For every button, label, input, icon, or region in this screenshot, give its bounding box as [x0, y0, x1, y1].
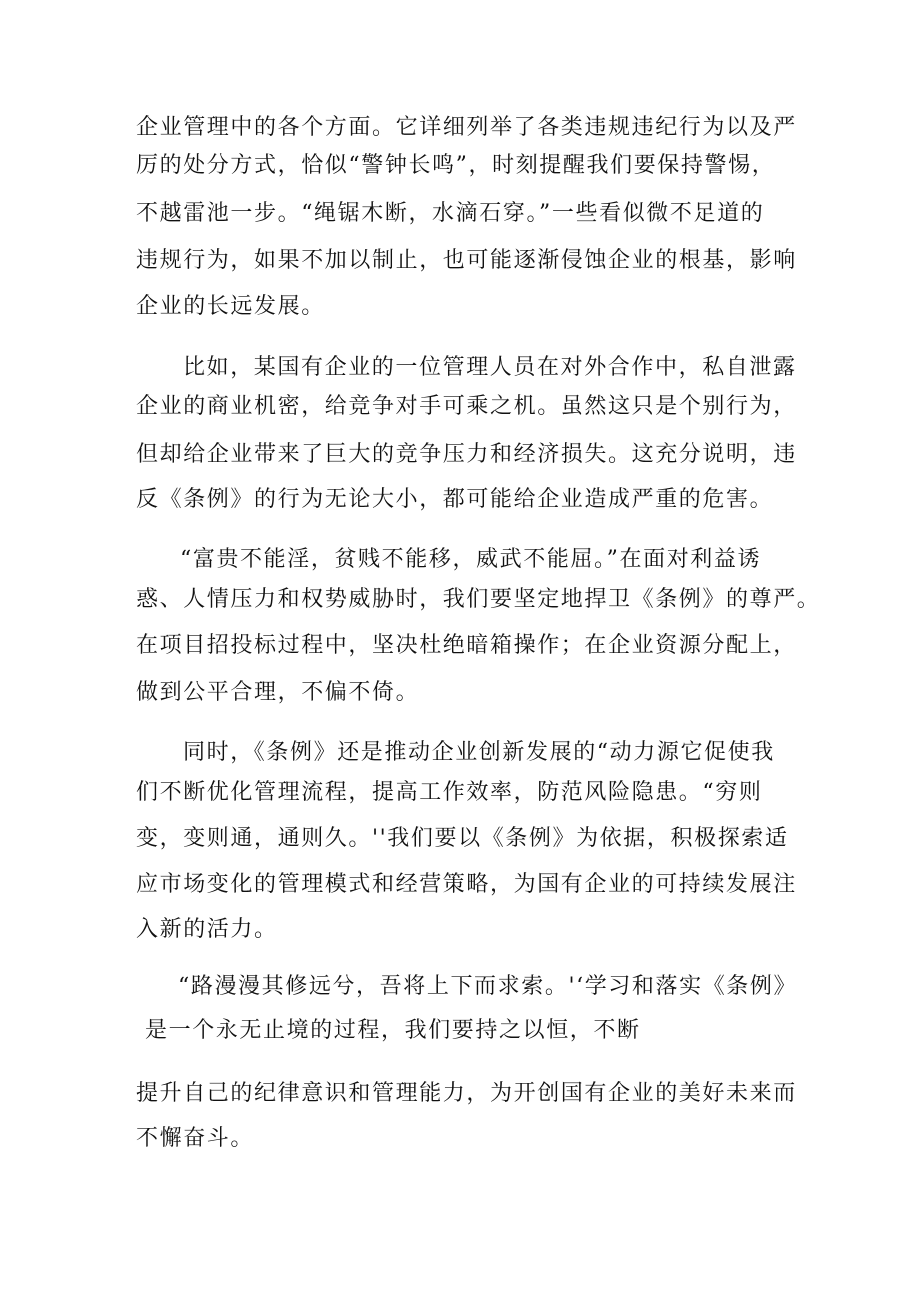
paragraph-2-line-1: 比如，某国有企业的一位管理人员在对外合作中，私自泄露 — [183, 355, 797, 380]
paragraph-2-line-2: 企业的商业机密，给竞争对手可乘之机。虽然这只是个别行为， — [136, 394, 797, 419]
paragraph-4-line-1: 同时，《条例》还是推动企业创新发展的“动力源它促使我 — [183, 740, 775, 765]
paragraph-4-line-5: 入新的活力。 — [136, 917, 278, 942]
paragraph-4-line-2: 们不断优化管理流程，提高工作效率，防范风险隐患。“穷则 — [136, 780, 763, 805]
paragraph-2-line-4: 反《条例》的行为无论大小，都可能给企业造成严重的危害。 — [136, 487, 774, 512]
paragraph-1-line-4: 违规行为，如果不加以制止，也可能逐渐侵蚀企业的根基，影响 — [136, 248, 797, 273]
paragraph-5-line-4: 不懈奋斗。 — [136, 1126, 255, 1151]
paragraph-1-line-5: 企业的长远发展。 — [136, 294, 325, 319]
paragraph-1-line-2: 厉的处分方式，恰似“警钟长鸣”，时刻提醒我们要保持警惕， — [136, 153, 776, 178]
paragraph-3-line-2: 惑、人情压力和权势威胁时，我们要坚定地捍卫《条例》的尊严。 — [136, 587, 821, 612]
paragraph-3-line-3: 在项目招投标过程中，坚决杜绝暗箱操作；在企业资源分配上， — [136, 633, 797, 658]
paragraph-5-line-2: 是一个永无止境的过程，我们要持之以恒，不断 — [145, 1018, 641, 1043]
paragraph-4-line-4: 应市场变化的管理模式和经营策略，为国有企业的可持续发展注 — [136, 872, 797, 897]
paragraph-3-line-1: “富贵不能淫，贫贱不能移，威武不能屈。”在面对利益诱 — [180, 547, 762, 572]
paragraph-1-line-3: 不越雷池一步。“绳锯木断，水滴石穿。”一些看似微不足道的 — [136, 201, 765, 226]
paragraph-1-line-1: 企业管理中的各个方面。它详细列举了各类违规违纪行为以及严 — [136, 115, 797, 140]
paragraph-5-line-3: 提升自己的纪律意识和管理能力，为开创国有企业的美好未来而 — [136, 1081, 797, 1106]
paragraph-5-line-1: “路漫漫其修远兮，吾将上下而求索。'‘学习和落实《条例》 — [178, 974, 798, 999]
paragraph-4-line-3: 变，变则通，通则久。''我们要以《条例》为依据，积极探索适 — [136, 826, 789, 851]
paragraph-3-line-4: 做到公平合理，不偏不倚。 — [136, 680, 420, 705]
paragraph-2-line-3: 但却给企业带来了巨大的竞争压力和经济损失。这充分说明，违 — [136, 442, 797, 467]
